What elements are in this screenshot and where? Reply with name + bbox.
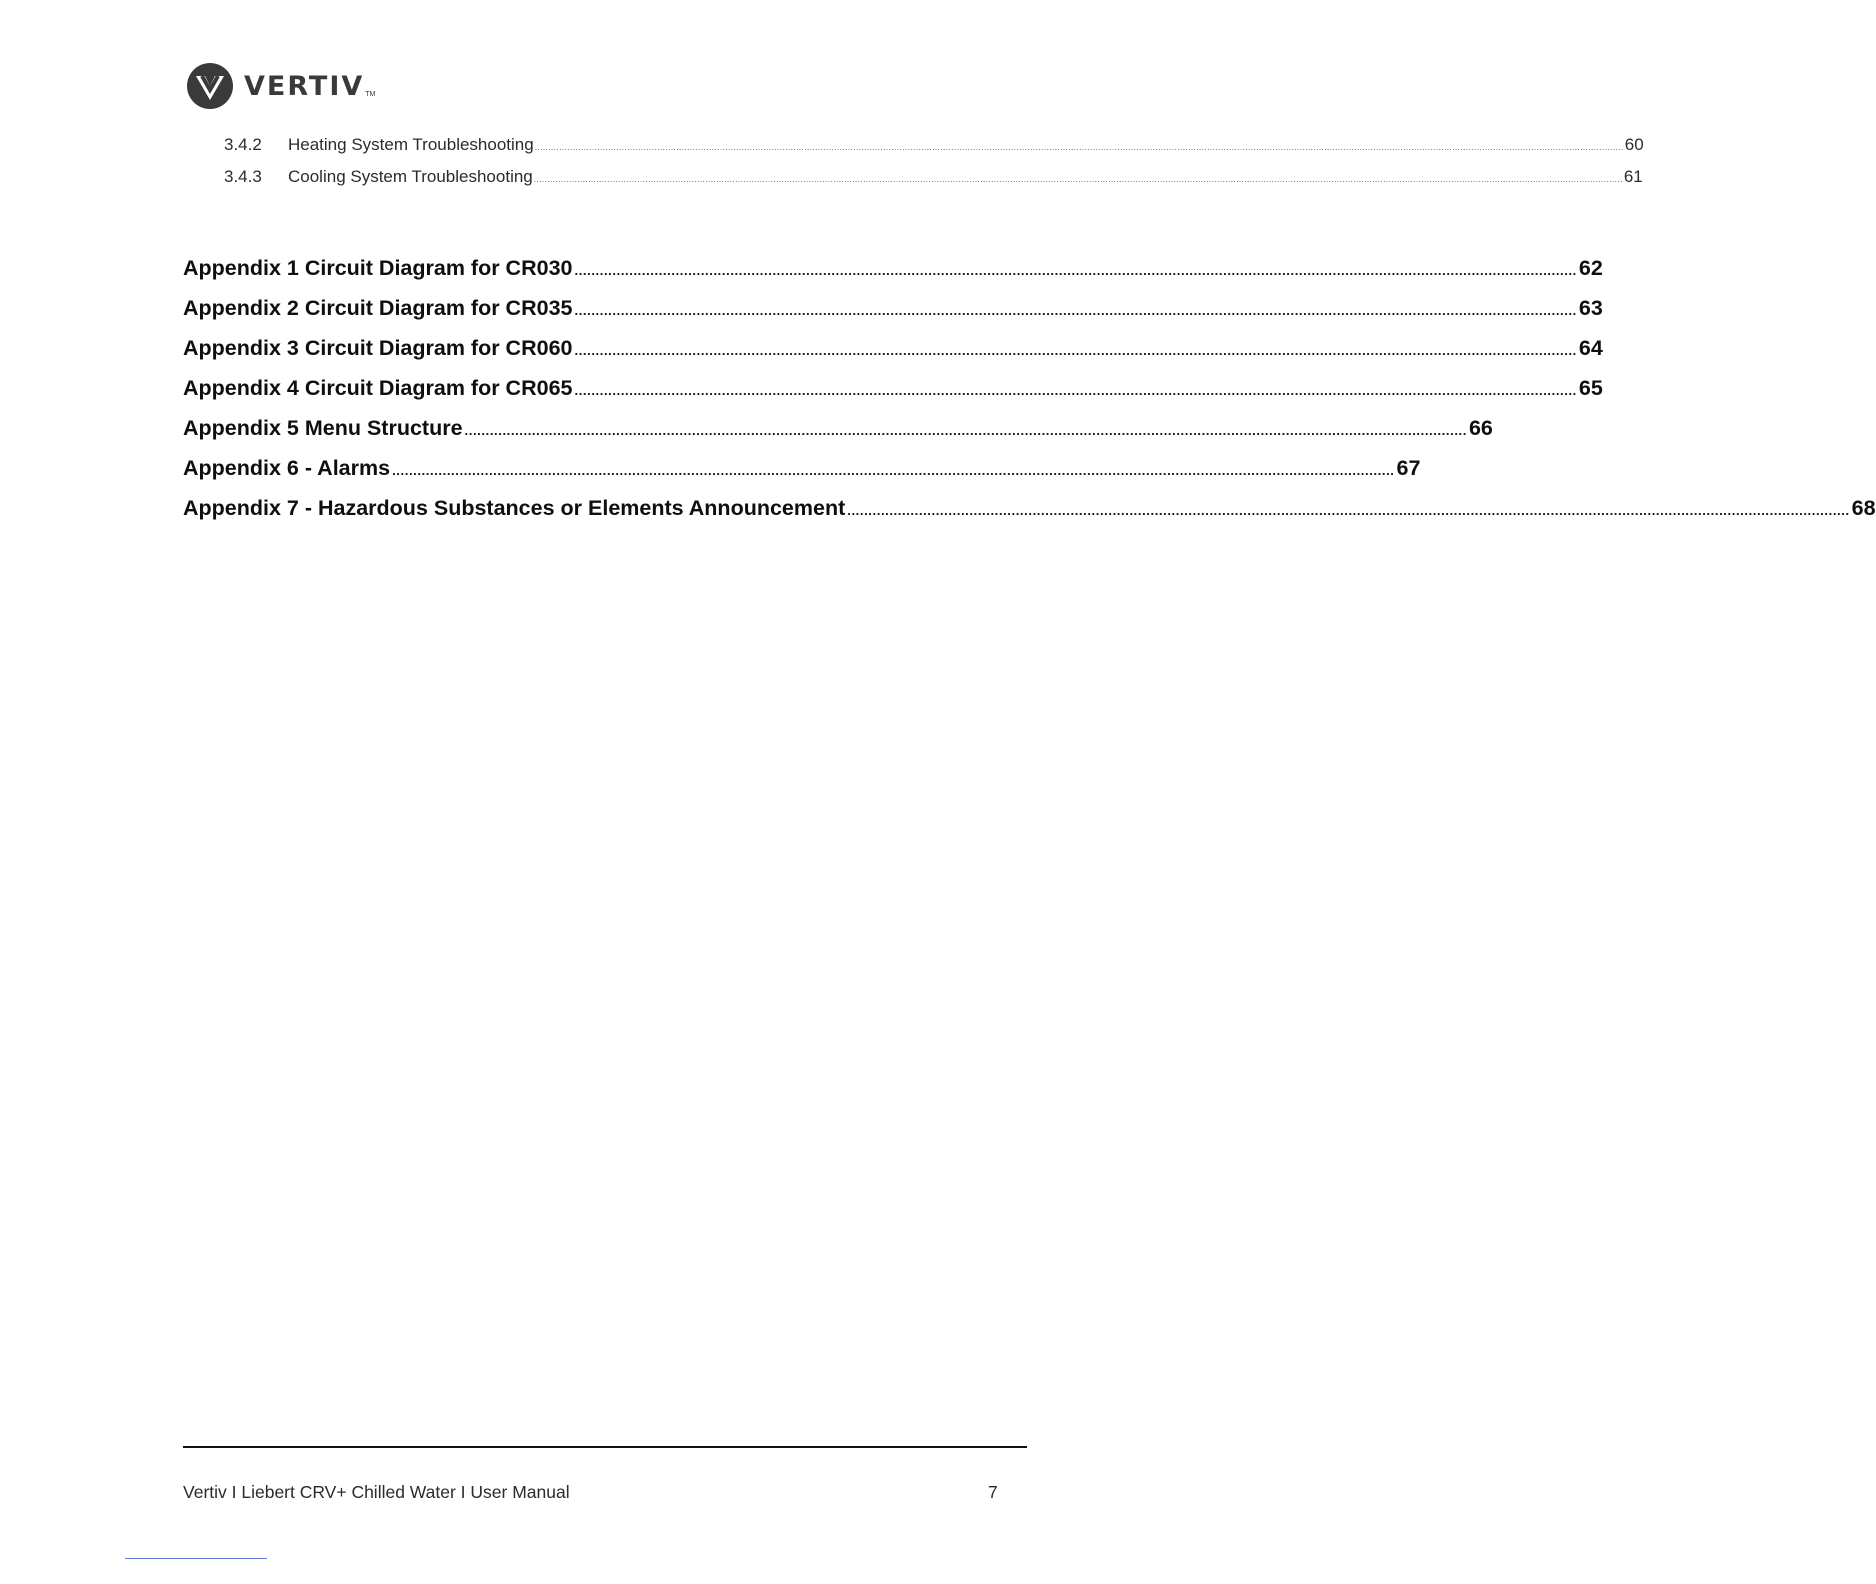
toc-entry-page: 60: [1624, 135, 1644, 154]
toc-leader-dots: ................................................................................................................................................................................................................................................................................................................................................................................................................: [533, 175, 1623, 184]
toc-entry-page: 64: [1578, 336, 1603, 360]
toc-entry-title: Appendix 4 Circuit Diagram for CR065: [183, 376, 573, 400]
toc-entry-page: 63: [1578, 296, 1603, 320]
toc-entry-appendix-4[interactable]: [183, 376, 1603, 406]
toc-entry-appendix-1[interactable]: [183, 256, 1603, 286]
toc-leader-dots: ..............................................................................................................................................................................................................................................: [574, 263, 1577, 278]
toc-entry-appendix-5[interactable]: [183, 416, 1493, 446]
toc-entry-title: Appendix 5 Menu Structure: [183, 416, 463, 440]
toc-entry-3-4-2[interactable]: [224, 135, 1644, 159]
toc-entry-page: 62: [1578, 256, 1603, 280]
toc-leader-dots: ..............................................................................................................................................................................................................................................: [574, 343, 1577, 358]
toc-leader-dots: ..............................................................................................................................................................................................................................................: [574, 303, 1577, 318]
toc-leader-dots: ..............................................................................................................................................................................................................................................: [574, 383, 1577, 398]
toc-entry-number: 3.4.3: [224, 167, 262, 186]
toc-entry-title: Appendix 7 - Hazardous Substances or Elements Announcement: [183, 496, 846, 520]
toc-entry-page: 68: [1851, 496, 1876, 520]
toc-entry-3-4-3[interactable]: [224, 167, 1643, 191]
toc-entry-page: 61: [1623, 167, 1643, 186]
footer-divider: [183, 1446, 1027, 1448]
toc-entry-title: Appendix 1 Circuit Diagram for CR030: [183, 256, 573, 280]
logo-text: VERTIV: [244, 70, 365, 102]
toc-entry-title: Heating System Troubleshooting: [288, 135, 534, 154]
toc-entry-appendix-3[interactable]: [183, 336, 1603, 366]
toc-entry-page: 67: [1396, 456, 1421, 480]
toc-entry-page: 65: [1578, 376, 1603, 400]
toc-entry-title: Appendix 2 Circuit Diagram for CR035: [183, 296, 573, 320]
toc-leader-dots: ..............................................................................................................................................................................................................................................: [847, 503, 1850, 518]
footer-page-number: 7: [988, 1482, 998, 1502]
toc-leader-dots: ................................................................................................................................................................................................................................................................................................................................................................................................................: [534, 143, 1624, 152]
vertiv-logo-icon: [186, 62, 234, 110]
toc-entry-number: 3.4.2: [224, 135, 262, 154]
toc-entry-title: Cooling System Troubleshooting: [288, 167, 533, 186]
footnote-divider: [125, 1558, 267, 1559]
toc-entry-title: Appendix 6 - Alarms: [183, 456, 391, 480]
toc-leader-dots: ..............................................................................................................................................................................................................................................: [464, 423, 1467, 438]
toc-entry-appendix-2[interactable]: [183, 296, 1603, 326]
logo-trademark: TM: [365, 91, 376, 98]
toc-entry-title: Appendix 3 Circuit Diagram for CR060: [183, 336, 573, 360]
toc-entry-appendix-7[interactable]: [183, 496, 1876, 526]
toc-entry-appendix-6[interactable]: [183, 456, 1421, 486]
toc-entry-page: 66: [1468, 416, 1493, 440]
toc-leader-dots: ..............................................................................................................................................................................................................................................: [392, 463, 1395, 478]
footer-title: Vertiv I Liebert CRV+ Chilled Water I User Manual: [183, 1482, 570, 1502]
vertiv-logo: [186, 62, 375, 110]
